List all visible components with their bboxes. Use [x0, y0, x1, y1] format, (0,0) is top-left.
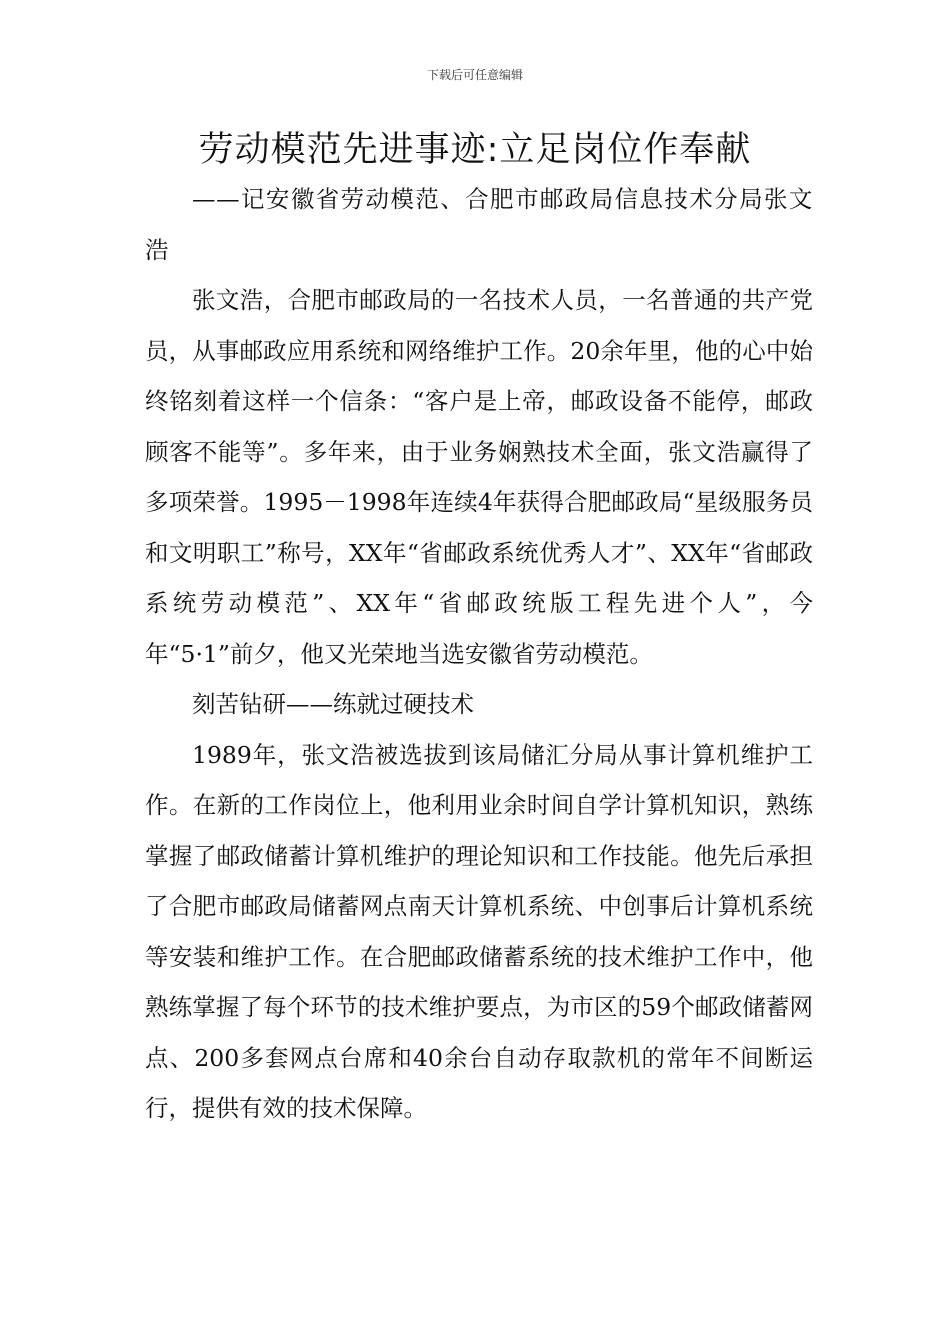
- article-body: [145, 174, 813, 1134]
- intro-paragraph: 张文浩，合肥市邮政局的一名技术人员，一名普通的共产党员，从事邮政应用系统和网络维护工作。20余年里，他的心中始终铭刻着这样一个信条：“客户是上帝，邮政设备不能停，邮政顾客不能等”。多年来，由于业务娴熟技术全面，张文浩赢得了多项荣誉。1995－1998年连续4年获得合肥邮政局“星级服务员和文明职工”称号，XX年“省邮政系统优秀人才”、XX年“省邮政系统劳动模范”、XX年“省邮政统版工程先进个人”，今年“5·1”前夕，他又光荣地当选安徽省劳动模范。: [145, 286, 813, 668]
- header-note: 下载后可任意编辑: [426, 68, 523, 82]
- page-title: 劳动模范先进事迹:立足岗位作奉献: [198, 130, 752, 170]
- subtitle-paragraph: ——记安徽省劳动模范、合肥市邮政局信息技术分局张文浩: [145, 185, 813, 264]
- section-paragraph: 1989年，张文浩被选拔到该局储汇分局从事计算机维护工作。在新的工作岗位上，他利用业余时间自学计算机知识，熟练掌握了邮政储蓄计算机维护的理论知识和工作技能。他先后承担了合肥市邮政局储蓄网点南天计算机系统、中创事后计算机系统等安装和维护工作。在合肥邮政储蓄系统的技术维护工作中，他熟练掌握了每个环节的技术维护要点，为市区的59个邮政储蓄网点、200多套网点台席和40余台自动存取款机的常年不间断运行，提供有效的技术保障。: [145, 740, 813, 1122]
- section-heading: 刻苦钻研——练就过硬技术: [192, 690, 474, 718]
